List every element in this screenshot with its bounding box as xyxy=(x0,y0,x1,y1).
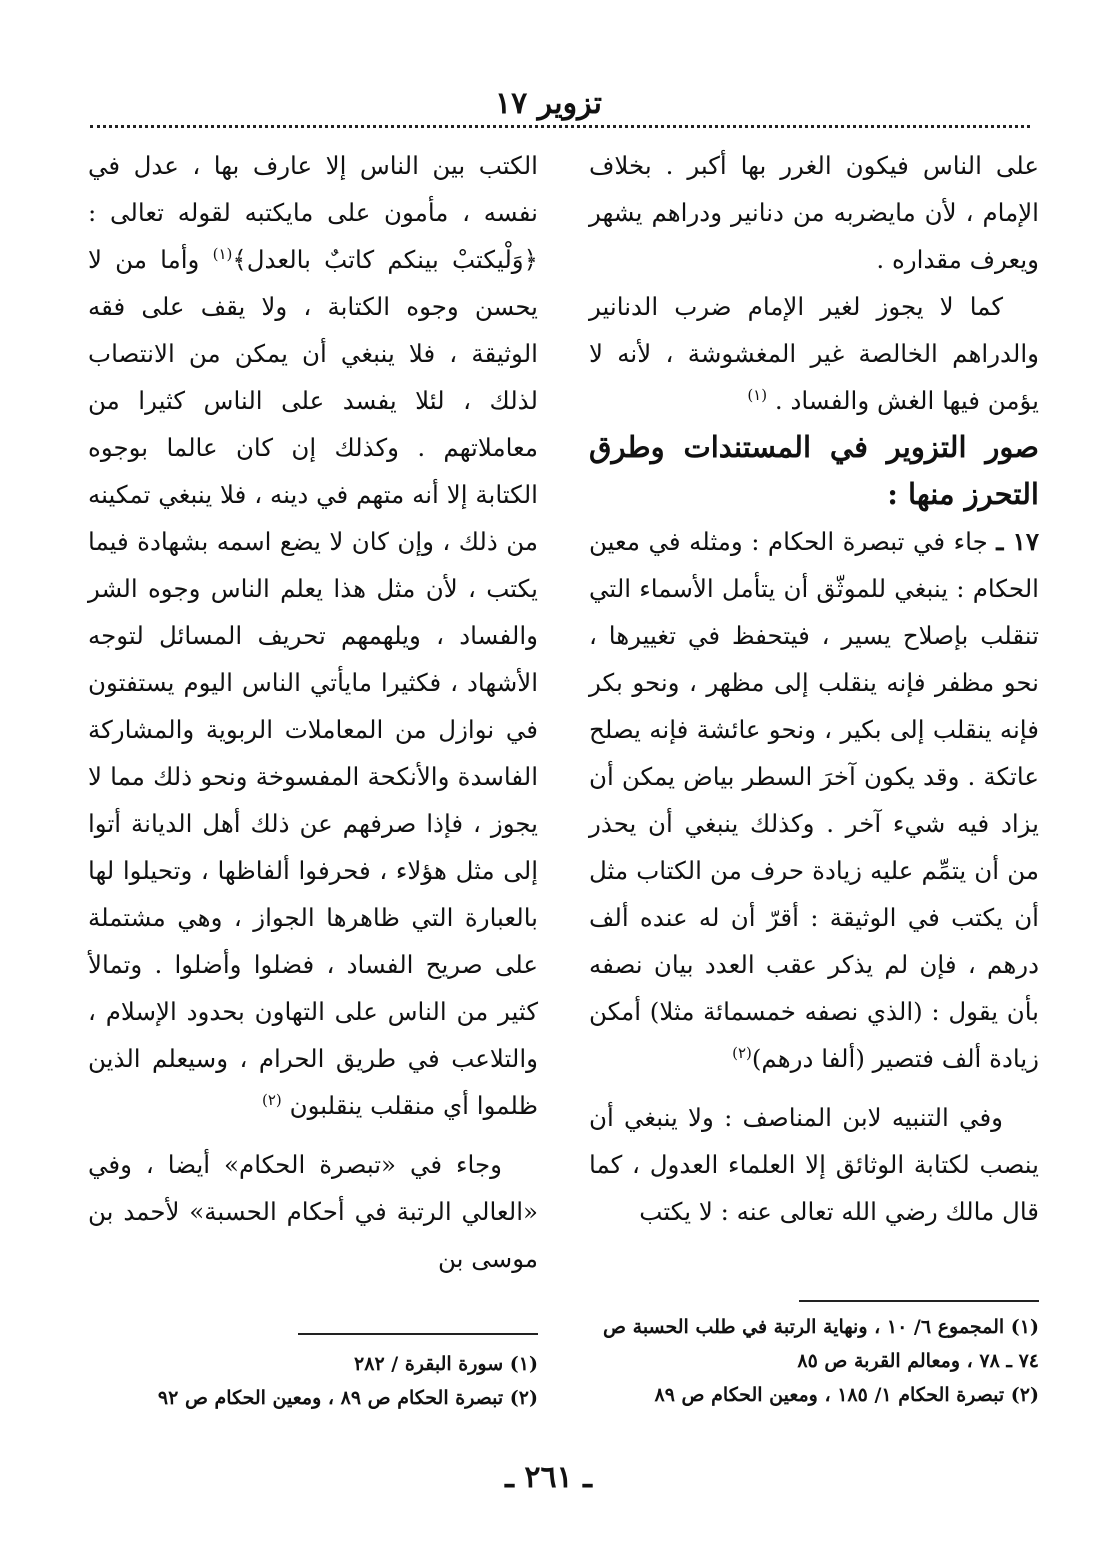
item-number: ١٧ ـ xyxy=(996,527,1039,556)
header-dotted-rule xyxy=(90,125,1030,128)
footnote-right-1: (١) المجموع ٦/ ١٠ ، ونهاية الرتبة في طلب الحسبة ص ٧٤ ـ ٧٨ ، ومعالم القربة ص ٨٥ xyxy=(603,1316,1039,1372)
footnote-rule-left xyxy=(298,1333,538,1335)
quran-verse: ﴿وَلْيكتبْ بينكم كاتبٌ بالعدل﴾ xyxy=(232,245,538,274)
page-number: ـ ٢٦١ ـ xyxy=(505,1460,592,1495)
footnote-ref-1: (١) xyxy=(747,385,768,404)
paragraph-4: وفي التنبيه لابن المناصف : ولا ينبغي أن ينصب لكتابة الوثائق إلا العلماء العدول ، كما قال مالك رضي الله تعالى عنه : لا يكتب xyxy=(589,1103,1039,1226)
footnote-ref-left-2: (٢) xyxy=(262,1090,282,1109)
left-para1-part2: وأما من لا يحسن وجوه الكتابة ، ولا يقف على فقه الوثيقة ، فلا ينبغي أن يمكن من الانتصاب لذلك ، لئلا يفسد على الناس كثيرا من معاملاتهم . وكذلك إن كان عالما بوجوه الكتابة إلا أنه متهم في دينه ، فلا ينبغي تمكينه من ذلك ، وإن كان لا يضع اسمه بشهادة فيما يكتب ، لأن مثل هذا يعلم الناس وجوه الشر والفساد ، ويلهمهم تحريف المسائل لتوجه الأشهاد ، فكثيرا مايأتي الناس اليوم يستفتون في نوازل من المعاملات الربوية والمشاركة الفاسدة والأنكحة المفسوخة ونحو ذلك مما لا يجوز ، فإذا صرفهم عن ذلك أهل الديانة أتوا إلى مثل هؤلاء ، فحرفوا ألفاظها ، وتحيلوا لها بالعبارة التي ظاهرها الجواز ، وهي مشتملة على صريح الفساد ، فضلوا وأضلوا . وتمالأ كثير من الناس على التهاون بحدود الإسلام ، والتلاعب في طريق الحرام ، وسيعلم الذين ظلموا أي منقلب ينقلبون xyxy=(88,245,538,1120)
footnote-ref-2: (٢) xyxy=(732,1043,752,1062)
paragraph-2-text: كما لا يجوز لغير الإمام ضرب الدنانير والدراهم الخالصة غير المغشوشة ، لأنه لا يؤمن فيها الغش والفساد . xyxy=(589,292,1039,415)
footnotes-right xyxy=(589,1300,1039,1412)
left-column xyxy=(88,142,538,1282)
left-para1-part1: الكتب بين الناس إلا عارف بها ، عدل في نفسه ، مأمون على مايكتبه لقوله تعالى : xyxy=(88,151,538,227)
footnote-rule xyxy=(799,1300,1039,1302)
paragraph-2 xyxy=(589,283,1039,424)
footnote-left-2: (٢) تبصرة الحكام ص ٨٩ ، ومعين الحكام ص ٩٢ xyxy=(157,1387,538,1409)
footnote-ref-left-1: (١) xyxy=(212,244,233,263)
item-17-text: جاء في تبصرة الحكام : ومثله في معين الحكام : ينبغي للموثّق أن يتأمل الأسماء التي تنقلب بإصلاح يسير ، فيتحفظ في تغييرها ، نحو مظفر فإنه ينقلب إلى مظهر ، ونحو بكر فإنه ينقلب إلى بكير ، ونحو عائشة فإنه يصلح عاتكة . وقد يكون آخرَ السطر بياض يمكن أن يزاد فيه شيء آخر . وكذلك ينبغي أن يحذر من أن يتمِّم عليه زيادة حرف من الكتاب مثل أن يكتب في الوثيقة : أقرّ أن له عنده ألف درهم ، فإن لم يذكر عقب العدد بيان نصفه بأن يقول : (الذي نصفه خمسمائة مثلا) أمكن زيادة ألف فتصير (ألفا درهم) xyxy=(589,527,1039,1073)
section-heading: صور التزوير في المستندات وطرق التحرز منها : xyxy=(589,430,1039,511)
footnotes-left xyxy=(88,1333,538,1415)
running-header: تزوير ١٧ xyxy=(495,86,602,121)
footnote-right-2: (٢) تبصرة الحكام ١/ ١٨٥ ، ومعين الحكام ص ٨٩ xyxy=(654,1384,1039,1406)
paragraph-1: على الناس فيكون الغرر بها أكبر . بخلاف الإمام ، لأن مايضربه من دنانير ودراهم يشهر ويعرف مقداره . xyxy=(589,151,1039,274)
footnote-left-1: (١) سورة البقرة / ٢٨٢ xyxy=(354,1353,538,1375)
left-paragraph-2: وجاء في «تبصرة الحكام» أيضا ، وفي «العالي الرتبة في أحكام الحسبة» لأحمد بن موسى بن xyxy=(88,1150,538,1273)
item-17-paragraph xyxy=(589,518,1039,1082)
right-column xyxy=(589,142,1039,1235)
left-paragraph-1 xyxy=(88,142,538,1129)
